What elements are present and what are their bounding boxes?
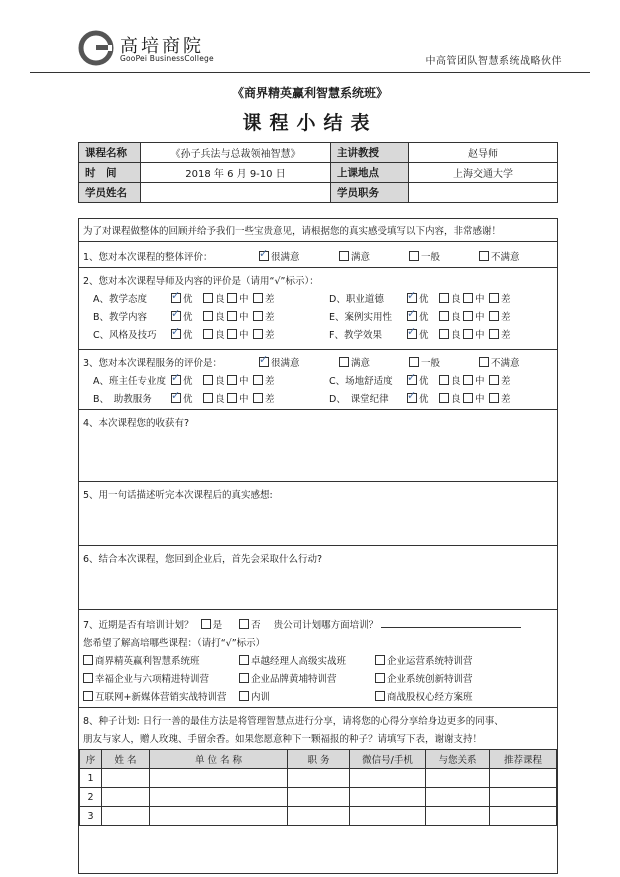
q3-option-very-satisfied[interactable]: ✓ 很满意: [259, 355, 300, 369]
q2-grade-option[interactable]: 中: [227, 309, 249, 323]
table-row: [80, 769, 557, 788]
divider: [79, 241, 557, 242]
course-label: 课程名称: [79, 143, 141, 163]
q3-grade-option[interactable]: 差: [489, 391, 511, 405]
q3-text: 3、您对本次课程服务的评价是：: [83, 358, 223, 369]
course-option[interactable]: 企业品牌黄埔特训营: [239, 671, 337, 685]
checkbox-icon[interactable]: [409, 251, 419, 261]
checkbox-icon[interactable]: [439, 311, 449, 321]
divider: [79, 707, 557, 708]
subtitle: 《商界精英赢利智慧系统班》: [231, 86, 388, 100]
checkbox-icon[interactable]: [239, 655, 249, 665]
checkbox-icon[interactable]: [239, 673, 249, 683]
course-option[interactable]: 商界精英赢利智慧系统班: [83, 653, 200, 667]
table-header-row: [80, 750, 557, 769]
q3-option-average[interactable]: 一般: [409, 355, 440, 369]
q1-option-satisfied[interactable]: 满意: [339, 249, 370, 263]
checkbox-icon[interactable]: [439, 375, 449, 385]
checkbox-icon[interactable]: [253, 311, 263, 321]
q2-grade-option[interactable]: 差: [489, 327, 511, 341]
q2-grade-option[interactable]: 良: [203, 327, 225, 341]
q2-item-label: D、职业道德: [329, 294, 384, 305]
checkbox-icon[interactable]: [439, 293, 449, 303]
cell-input[interactable]: [426, 807, 490, 826]
checkbox-icon[interactable]: [439, 329, 449, 339]
divider: [79, 349, 557, 350]
course-option[interactable]: 互联网+新媒体营销实战特训营: [83, 689, 226, 703]
checkbox-icon[interactable]: [201, 619, 211, 629]
checkbox-icon[interactable]: [407, 393, 417, 403]
checkbox-icon[interactable]: [83, 673, 93, 683]
course-option[interactable]: 企业系统创新特训营: [375, 671, 473, 685]
q2-item-label: A、教学态度: [93, 294, 147, 305]
checkbox-icon[interactable]: [463, 311, 473, 321]
q7-prompt: 您希望了解高培哪些课程：（请打“√”标示）: [83, 638, 266, 649]
checkbox-icon[interactable]: [407, 375, 417, 385]
q3-grade-option[interactable]: 中: [463, 391, 485, 405]
q3-item-label: D、 课堂纪律: [329, 394, 389, 405]
q3-grade-option[interactable]: ✓ 优: [407, 391, 429, 405]
q2-grade-option[interactable]: ✓ 优: [407, 327, 429, 341]
q1-text: 1、您对本次课程的整体评价：: [83, 252, 213, 263]
checkbox-icon[interactable]: [479, 251, 489, 261]
checkbox-icon[interactable]: [259, 357, 269, 367]
logo-mark-icon: [78, 30, 114, 66]
cell-input[interactable]: [490, 769, 557, 788]
cell-input[interactable]: [350, 769, 426, 788]
q2-item-label: C、风格及技巧: [93, 330, 157, 341]
q2-text: 2、您对本次课程导师及内容的评价是（请用“√”标示）：: [83, 276, 319, 287]
col-course: 推荐课程: [490, 750, 557, 769]
table-row: [80, 788, 557, 807]
q2-grade-option[interactable]: 中: [463, 291, 485, 305]
divider: [79, 409, 557, 410]
q3-grade-option[interactable]: 良: [203, 373, 225, 387]
q3-item-label: B、 助教服务: [93, 394, 152, 405]
tagline: 中高管团队智慧系统战略伙伴: [425, 56, 562, 67]
divider: [79, 481, 557, 482]
q3-grade-option[interactable]: ✓ 优: [171, 391, 193, 405]
brand-name: 高培商院: [120, 36, 204, 57]
divider: [79, 545, 557, 546]
q2-grade-option[interactable]: 差: [489, 291, 511, 305]
teacher-value[interactable]: 赵导师: [409, 143, 558, 163]
page-title: 课程小结表: [242, 112, 378, 134]
checkbox-icon[interactable]: [339, 357, 349, 367]
checkbox-icon[interactable]: [171, 311, 181, 321]
checkbox-icon[interactable]: [227, 329, 237, 339]
survey-box: [78, 218, 558, 874]
checkbox-icon[interactable]: [203, 329, 213, 339]
table-row: [80, 807, 557, 826]
row-index: 3: [80, 807, 102, 826]
q3-grade-option[interactable]: 差: [489, 373, 511, 387]
checkbox-icon[interactable]: [203, 293, 213, 303]
q2-grade-option[interactable]: 良: [439, 327, 461, 341]
course-value[interactable]: 《孙子兵法与总裁领袖智慧》: [141, 143, 331, 163]
q2-grade-option[interactable]: 良: [203, 309, 225, 323]
course-option[interactable]: 内训: [239, 689, 270, 703]
checkbox-icon[interactable]: [463, 293, 473, 303]
seed-plan-table: [79, 749, 557, 826]
q2-item-label: F、教学效果: [329, 330, 382, 341]
q3-grade-option[interactable]: 中: [227, 373, 249, 387]
checkbox-icon[interactable]: [463, 329, 473, 339]
q2-grade-option[interactable]: 差: [253, 291, 275, 305]
q2-grade-option[interactable]: 中: [463, 327, 485, 341]
position-label: 学员职务: [331, 183, 409, 203]
col-name: 姓 名: [102, 750, 150, 769]
checkbox-icon[interactable]: [259, 251, 269, 261]
q8-line2: 朋友与家人，赠人玫瑰、手留余香。如果您愿意种下一颗福报的种子？请填写下表，谢谢支持！: [83, 734, 483, 745]
cell-input[interactable]: [426, 769, 490, 788]
checkbox-icon[interactable]: [489, 293, 499, 303]
q2-grade-option[interactable]: 中: [463, 309, 485, 323]
checkbox-icon[interactable]: [479, 357, 489, 367]
q3-grade-option[interactable]: 良: [439, 391, 461, 405]
row-index: 2: [80, 788, 102, 807]
checkbox-icon[interactable]: [227, 311, 237, 321]
q7-no-label: 否: [251, 620, 261, 631]
info-table: [78, 142, 558, 203]
checkbox-icon[interactable]: [203, 393, 213, 403]
cell-input[interactable]: [426, 788, 490, 807]
q3-option-unsatisfied[interactable]: 不满意: [479, 355, 520, 369]
q2-grade-option[interactable]: 良: [439, 291, 461, 305]
q2-grade-option[interactable]: ✓ 优: [407, 291, 429, 305]
q3-grade-option[interactable]: 中: [227, 391, 249, 405]
checkbox-icon[interactable]: [239, 619, 249, 629]
checkbox-icon[interactable]: [253, 329, 263, 339]
teacher-label: 主讲教授: [331, 143, 409, 163]
checkbox-icon[interactable]: [489, 329, 499, 339]
checkbox-icon[interactable]: [407, 311, 417, 321]
checkbox-icon[interactable]: [171, 375, 181, 385]
checkbox-icon[interactable]: [489, 311, 499, 321]
q3-item-label: A、班主任专业度: [93, 376, 166, 387]
checkbox-icon[interactable]: [83, 655, 93, 665]
checkbox-icon[interactable]: [253, 375, 263, 385]
q3-grade-option[interactable]: 差: [253, 391, 275, 405]
q3-grade-option[interactable]: ✓ 优: [407, 373, 429, 387]
q2-grade-option[interactable]: 差: [489, 309, 511, 323]
q3-option-satisfied[interactable]: 满意: [339, 355, 370, 369]
cell-input[interactable]: [102, 788, 150, 807]
q7-yes-label: 是: [212, 620, 223, 631]
col-position: 职 务: [288, 750, 350, 769]
checkbox-icon[interactable]: [407, 329, 417, 339]
q2-grade-option[interactable]: ✓ 优: [171, 327, 193, 341]
checkbox-icon[interactable]: [489, 375, 499, 385]
time-value[interactable]: 2018 年 6 月 9-10 日: [141, 163, 331, 183]
q2-grade-option[interactable]: ✓ 优: [407, 309, 429, 323]
cell-input[interactable]: [288, 788, 350, 807]
checkbox-icon[interactable]: [171, 329, 181, 339]
training-plan-field[interactable]: [381, 618, 521, 628]
q5-text: 5、用一句话描述听完本次课程后的真实感想:: [83, 490, 273, 501]
divider: [79, 267, 557, 268]
cell-input[interactable]: [102, 769, 150, 788]
checkbox-icon[interactable]: [253, 293, 263, 303]
q1-option-very-satisfied[interactable]: ✓ 很满意: [259, 249, 300, 263]
checkbox-icon[interactable]: [463, 393, 473, 403]
q6-text: 6、结合本次课程，您回到企业后，首先会采取什么行动?: [83, 554, 323, 565]
course-option[interactable]: 卓越经理人高级实战班: [239, 653, 346, 667]
course-option[interactable]: 商战股权心经方案班: [375, 689, 473, 703]
q2-grade-option[interactable]: 中: [227, 327, 249, 341]
q2-item-label: E、案例实用性: [329, 312, 393, 323]
checkbox-icon[interactable]: [239, 691, 249, 701]
cell-input[interactable]: [288, 769, 350, 788]
q3-grade-option[interactable]: 良: [439, 373, 461, 387]
checkbox-icon[interactable]: [203, 375, 213, 385]
checkbox-icon[interactable]: [339, 251, 349, 261]
q2-grade-option[interactable]: 良: [439, 309, 461, 323]
checkbox-icon[interactable]: [227, 393, 237, 403]
cell-input[interactable]: [288, 807, 350, 826]
checkbox-icon[interactable]: [203, 311, 213, 321]
course-option[interactable]: 幸福企业与六项精进特训营: [83, 671, 209, 685]
col-wechat: 微信号/手机: [350, 750, 426, 769]
q1-option-average[interactable]: 一般: [409, 249, 440, 263]
q3-grade-option[interactable]: ✓ 优: [171, 373, 193, 387]
q2-grade-option[interactable]: 良: [203, 291, 225, 305]
q8-line1: 8、种子计划: 日行一善的最佳方法是将管理智慧点进行分享，请将您的心得分享给身边更多的同事、: [83, 716, 504, 727]
header-divider: [30, 72, 590, 73]
checkbox-icon[interactable]: [83, 691, 93, 701]
checkbox-icon[interactable]: [253, 393, 263, 403]
checkbox-icon[interactable]: [463, 375, 473, 385]
student-label: 学员姓名: [79, 183, 141, 203]
q3-item-label: C、场地舒适度: [329, 376, 393, 387]
col-company: 单 位 名 称: [150, 750, 288, 769]
cell-input[interactable]: [150, 769, 288, 788]
checkbox-icon[interactable]: [227, 375, 237, 385]
cell-input[interactable]: [350, 807, 426, 826]
q2-grade-option[interactable]: ✓ 优: [171, 309, 193, 323]
cell-input[interactable]: [102, 807, 150, 826]
cell-input[interactable]: [350, 788, 426, 807]
cell-input[interactable]: [150, 788, 288, 807]
row-index: 1: [80, 769, 102, 788]
checkbox-icon[interactable]: [227, 293, 237, 303]
brand-english: GooPei BusinessCollege: [120, 54, 214, 63]
survey-intro: 为了对课程做整体的回顾并给予我们一些宝贵意见，请根据您的真实感受填写以下内容，非常感谢！: [83, 226, 502, 237]
q7-text: 7、近期是否有培训计划？ 是 否 贵公司计划哪方面培训？: [83, 617, 521, 631]
checkbox-icon[interactable]: [439, 393, 449, 403]
col-relation: 与您关系: [426, 750, 490, 769]
checkbox-icon[interactable]: [409, 357, 419, 367]
q3-grade-option[interactable]: 良: [203, 391, 225, 405]
q7-follow-text: 贵公司计划哪方面培训？: [273, 620, 379, 631]
checkbox-icon[interactable]: [171, 393, 181, 403]
logo: [78, 30, 248, 70]
course-option[interactable]: 企业运营系统特训营: [375, 653, 473, 667]
place-label: 上课地点: [331, 163, 409, 183]
divider: [79, 609, 557, 610]
cell-input[interactable]: [490, 807, 557, 826]
q3-grade-option[interactable]: 中: [463, 373, 485, 387]
q2-grade-option[interactable]: 差: [253, 309, 275, 323]
student-name-field[interactable]: [141, 183, 331, 203]
time-label: 时 间: [79, 163, 141, 183]
place-value[interactable]: 上海交通大学: [409, 163, 558, 183]
q2-grade-option[interactable]: 差: [253, 327, 275, 341]
checkbox-icon[interactable]: [489, 393, 499, 403]
checkbox-icon[interactable]: [407, 293, 417, 303]
q3-grade-option[interactable]: 差: [253, 373, 275, 387]
student-position-field[interactable]: [409, 183, 558, 203]
cell-input[interactable]: [150, 807, 288, 826]
col-index: 序: [80, 750, 102, 769]
cell-input[interactable]: [490, 788, 557, 807]
checkbox-icon[interactable]: [375, 673, 385, 683]
checkbox-icon[interactable]: [375, 655, 385, 665]
q2-grade-option[interactable]: 中: [227, 291, 249, 305]
q2-item-label: B、教学内容: [93, 312, 148, 323]
q1-option-unsatisfied[interactable]: 不满意: [479, 249, 520, 263]
q4-text: 4、本次课程您的收获有?: [83, 418, 190, 429]
checkbox-icon[interactable]: [171, 293, 181, 303]
q2-grade-option[interactable]: ✓ 优: [171, 291, 193, 305]
checkbox-icon[interactable]: [375, 691, 385, 701]
